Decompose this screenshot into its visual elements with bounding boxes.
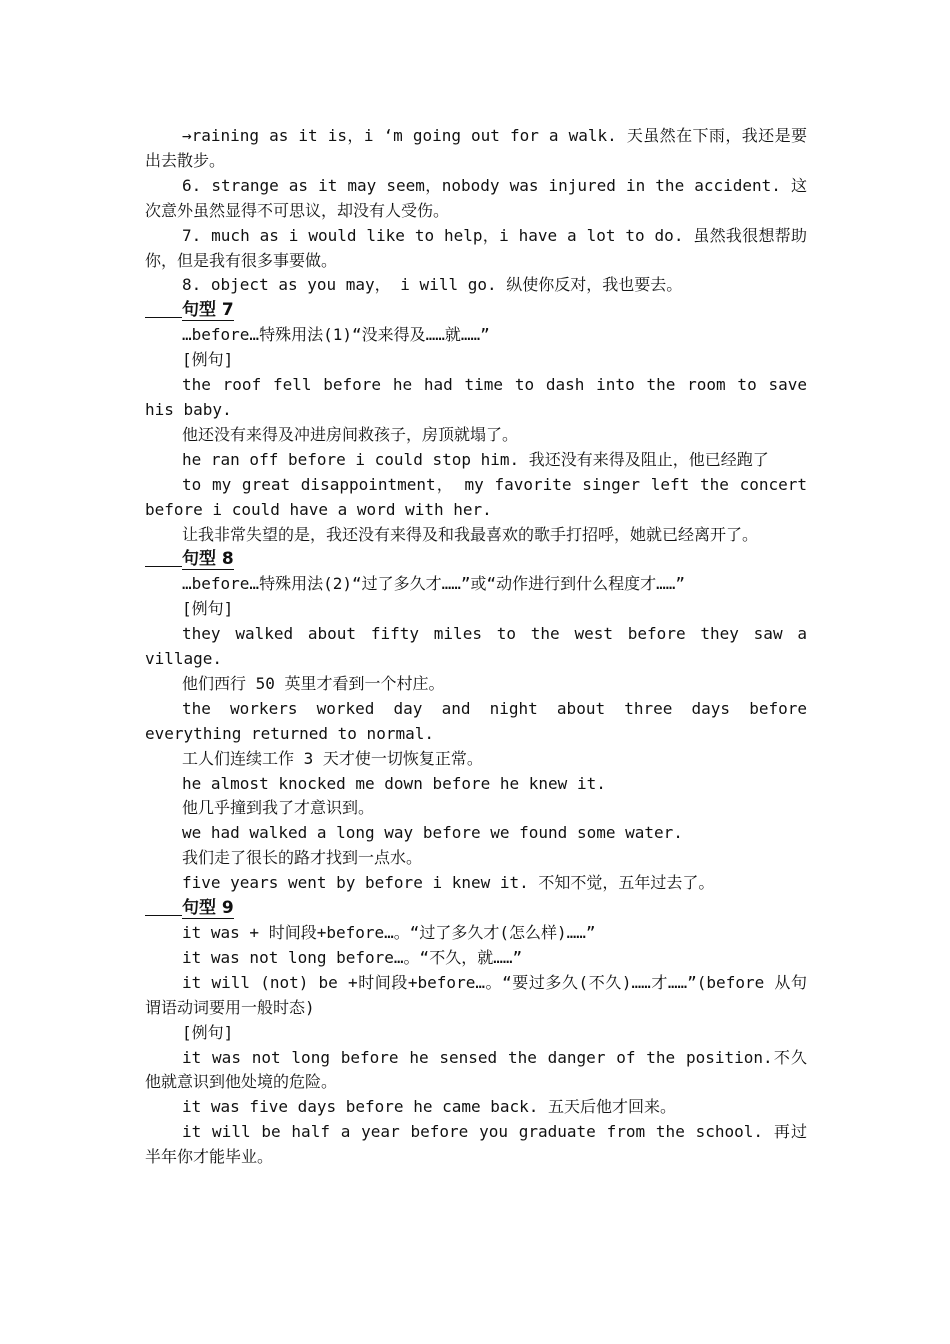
text-line: 我们走了很长的路才找到一点水。: [182, 848, 423, 868]
section-heading: 句型 9: [145, 896, 807, 921]
text-line: [例句]: [182, 599, 234, 619]
text-line: …before…特殊用法(2)“过了多久才……”或“动作进行到什么程度才……”: [182, 574, 686, 594]
text-line: 让我非常失望的是，我还没有来得及和我最喜欢的歌手打招呼，她就已经离开了。: [182, 524, 759, 544]
text-line: [例句]: [182, 350, 234, 370]
text-line: 7. much as i would like to help，i have a lot to do. 虽然我很想帮助你，但是我有很多事要做。: [145, 225, 807, 270]
text-line: 8. object as you may， i will go. 纵使你反对，我也要去。: [182, 275, 683, 295]
text-line: to my great disappointment， my favorite singer left the concert before i could have a word with her.: [145, 474, 808, 519]
text-line: 他们西行 50 英里才看到一个村庄。: [182, 673, 445, 693]
section-heading: 句型 8: [145, 547, 807, 572]
text-line: …before…特殊用法(1)“没来得及……就……”: [182, 325, 490, 345]
text-line: it was five days before he came back. 五天后他才回来。: [182, 1097, 677, 1117]
text-line: 工人们连续工作 3 天才使一切恢复正常。: [182, 748, 483, 768]
section-heading: 句型 7: [145, 298, 807, 323]
text-line: it was not long before…。“不久，就……”: [182, 947, 523, 967]
text-line: it will (not) be +时间段+before…。“要过多久(不久)……才……”(before 从句谓语动词要用一般时态): [145, 972, 807, 1017]
text-line: 6. strange as it may seem，nobody was injured in the accident. 这次意外虽然显得不可思议，却没有人受伤。: [145, 175, 807, 220]
text-line: he almost knocked me down before he knew it.: [182, 773, 606, 793]
text-line: it was + 时间段+before…。“过了多久才(怎么样)……”: [182, 923, 596, 942]
text-line: the roof fell before he had time to dash into the room to save his baby.: [145, 375, 807, 419]
text-line: it will be half a year before you graduate from the school. 再过半年你才能毕业。: [145, 1122, 807, 1167]
text-line: five years went by before i knew it. 不知不觉，五年过去了。: [182, 873, 715, 893]
text-line: it was not long before he sensed the danger of the position.不久他就意识到他处境的危险。: [145, 1047, 807, 1092]
document-body: [145, 124, 807, 1170]
text-line: we had walked a long way before we found some water.: [182, 823, 683, 843]
text-line: →raining as it is，i ‘m going out for a walk. 天虽然在下雨，我还是要出去散步。: [145, 126, 807, 170]
text-line: they walked about fifty miles to the west before they saw a village.: [145, 624, 807, 669]
text-line: [例句]: [182, 1022, 234, 1042]
text-line: 他几乎撞到我了才意识到。: [182, 798, 375, 818]
text-line: he ran off before i could stop him. 我还没有来得及阻止，他已经跑了: [182, 449, 769, 469]
text-line: 他还没有来得及冲进房间救孩子，房顶就塌了。: [182, 424, 519, 444]
text-line: the workers worked day and night about three days before everything returned to normal.: [145, 698, 807, 743]
